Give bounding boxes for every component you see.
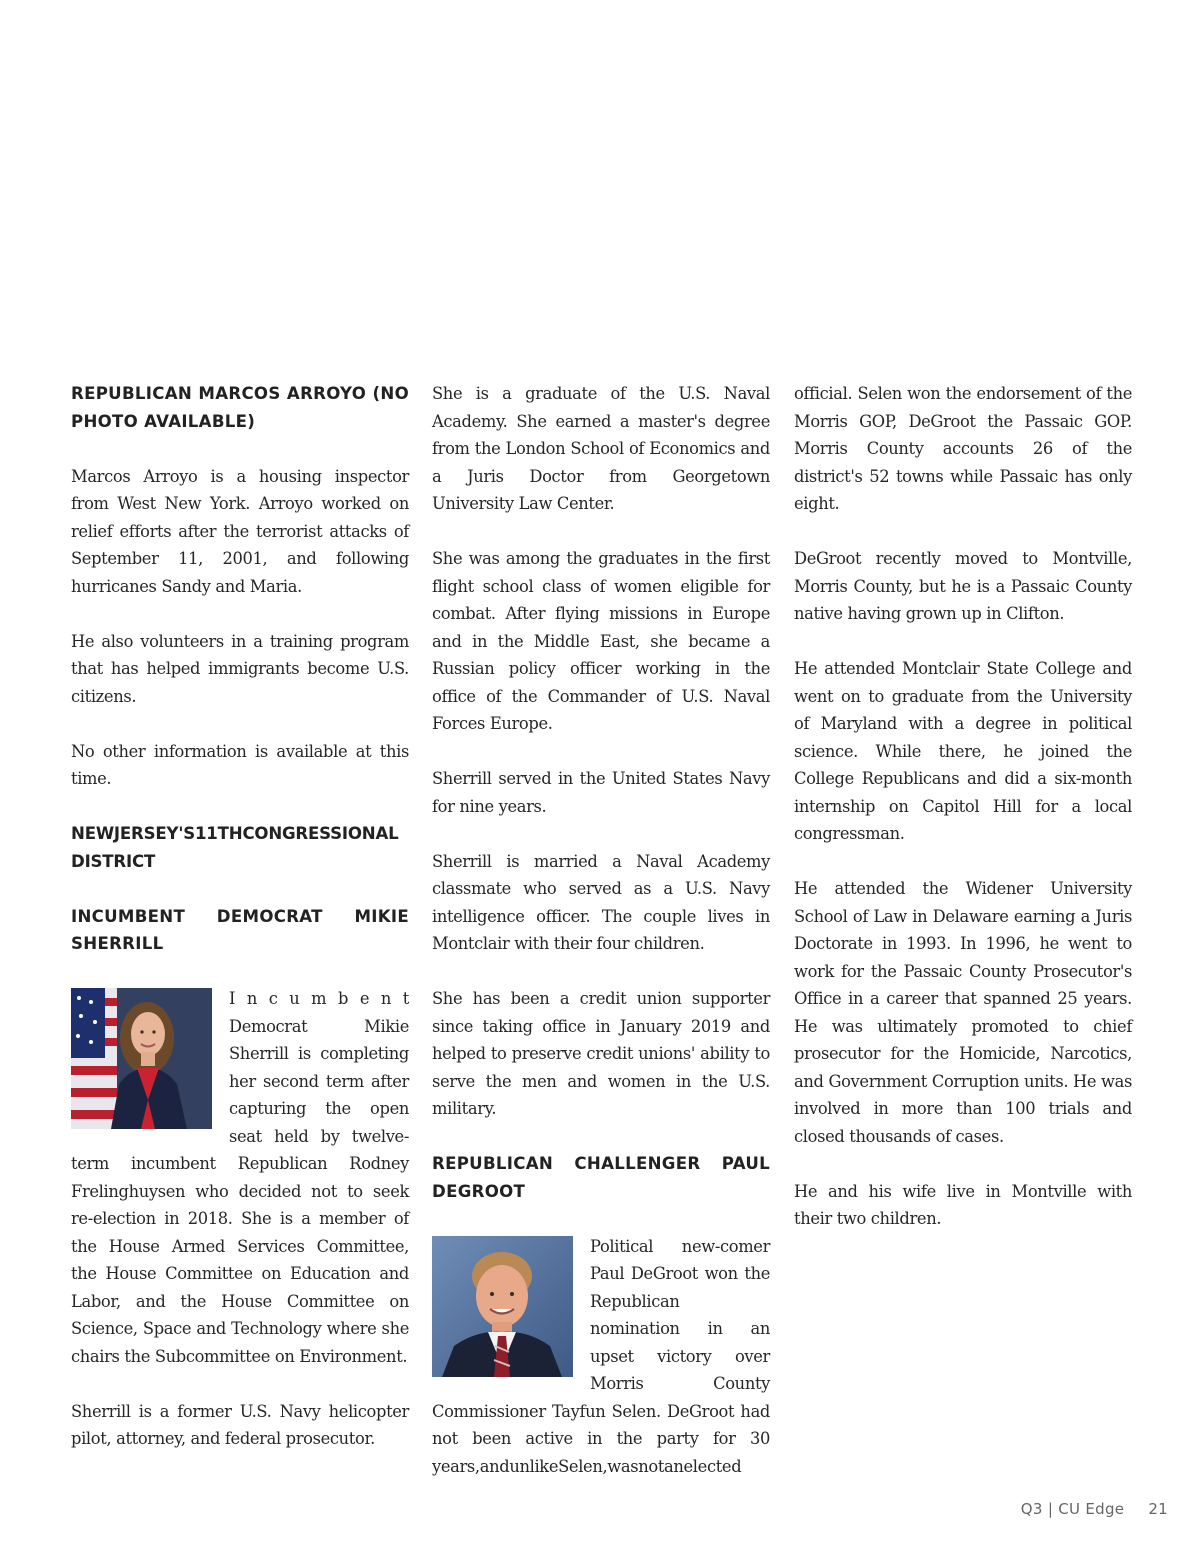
column-2: [432, 380, 770, 1480]
degroot-paragraph-5: He attended the Widener University School of Law in Delaware earning a Juris Doctorate in 1993. In 1996, he went to work for the Passaic County Prosecutor's Office in a career that spanned 25 years. He was ultimately promoted to chief prosecutor for the Homicide, Narcotics, and Government Corruption units. He was involved in more than 100 trials and closed thousands of cases.: [794, 879, 1132, 1146]
column-3: [794, 380, 1132, 1233]
page-number: 21: [1148, 1500, 1168, 1518]
column-1: [71, 380, 409, 1453]
sherrill-paragraph-7: She has been a credit union supporter since taking office in January 2019 and helped to preserve credit unions' ability to serve the men and women in the U.S. military.: [432, 989, 770, 1118]
sherrill-photo: [71, 988, 212, 1129]
arroyo-paragraph-3: No other information is available at this time.: [71, 741, 409, 788]
sherrill-paragraph-2: Sherrill is a former U.S. Navy helicopter pilot, attorney, and federal prosecutor.: [71, 1401, 409, 1448]
district-heading: NEWJERSEY'S11THCONGRESSIONAL DISTRICT: [71, 824, 399, 871]
sherrill-paragraph-1: I n c u m b e n t Democrat Mikie Sherrill is completing her second term after capturing the open seat held by twelve-term incumbent Republican Rodney Frelinghuysen who decided not to seek re-election in 2018. She is a member of the House Armed Services Committee, the House Committee on Education and Labor, and the House Committee on Science, Space and Technology where she chairs the Subcommittee on Environment.: [71, 989, 409, 1366]
degroot-photo: [432, 1236, 573, 1377]
arroyo-paragraph-2: He also volunteers in a training program that has helped immigrants become U.S. citizens.: [71, 631, 409, 706]
degroot-paragraph-1: Political new-comer Paul DeGroot won the Republican nomination in an upset victory over Morris County Commissioner Tayfun Selen. DeGroot had not been active in the party for 30 years,andunlikeSelen,wasnotanelected: [432, 1236, 770, 1476]
degroot-paragraph-6: He and his wife live in Montville with their two children.: [794, 1181, 1132, 1228]
sherrill-paragraph-6: Sherrill is married a Naval Academy classmate who served as a U.S. Navy intelligence officer. The couple lives in Montclair with their four children.: [432, 851, 770, 953]
sherrill-paragraph-4: She was among the graduates in the first flight school class of women eligible for combat. After flying missions in Europe and in the Middle East, she became a Russian policy officer working in the office of the Commander of U.S. Naval Forces Europe.: [432, 549, 770, 733]
degroot-paragraph-4: He attended Montclair State College and went on to graduate from the University of Maryland with a degree in political science. While there, he joined the College Republicans and did a six-month internship on Capitol Hill for a local congressman.: [794, 659, 1132, 843]
footer-issue: Q3 | CU Edge: [1020, 1500, 1125, 1518]
sherrill-paragraph-3: She is a graduate of the U.S. Naval Academy. She earned a master's degree from the London School of Economics and a Juris Doctor from Georgetown University Law Center.: [432, 384, 770, 513]
page-footer: [1021, 1500, 1168, 1518]
sherrill-paragraph-5: Sherrill served in the United States Navy for nine years.: [432, 769, 770, 816]
arroyo-paragraph-1: Marcos Arroyo is a housing inspector from West New York. Arroyo worked on relief efforts after the terrorist attacks of September 11, 2001, and following hurricanes Sandy and Maria.: [71, 466, 409, 596]
arroyo-heading: REPUBLICAN MARCOS ARROYO (NO PHOTO AVAILABLE): [71, 384, 409, 431]
degroot-paragraph-3: DeGroot recently moved to Montville, Morris County, but he is a Passaic County native having grown up in Clifton.: [794, 549, 1132, 623]
degroot-paragraph-2: official. Selen won the endorsement of the Morris GOP, DeGroot the Passaic GOP. Morris County accounts 26 of the district's 52 towns while Passaic has only eight.: [794, 384, 1132, 513]
degroot-heading: REPUBLICAN CHALLENGER PAUL DEGROOT: [432, 1154, 770, 1201]
sherrill-heading: INCUMBENT DEMOCRAT MIKIE SHERRILL: [71, 906, 409, 953]
